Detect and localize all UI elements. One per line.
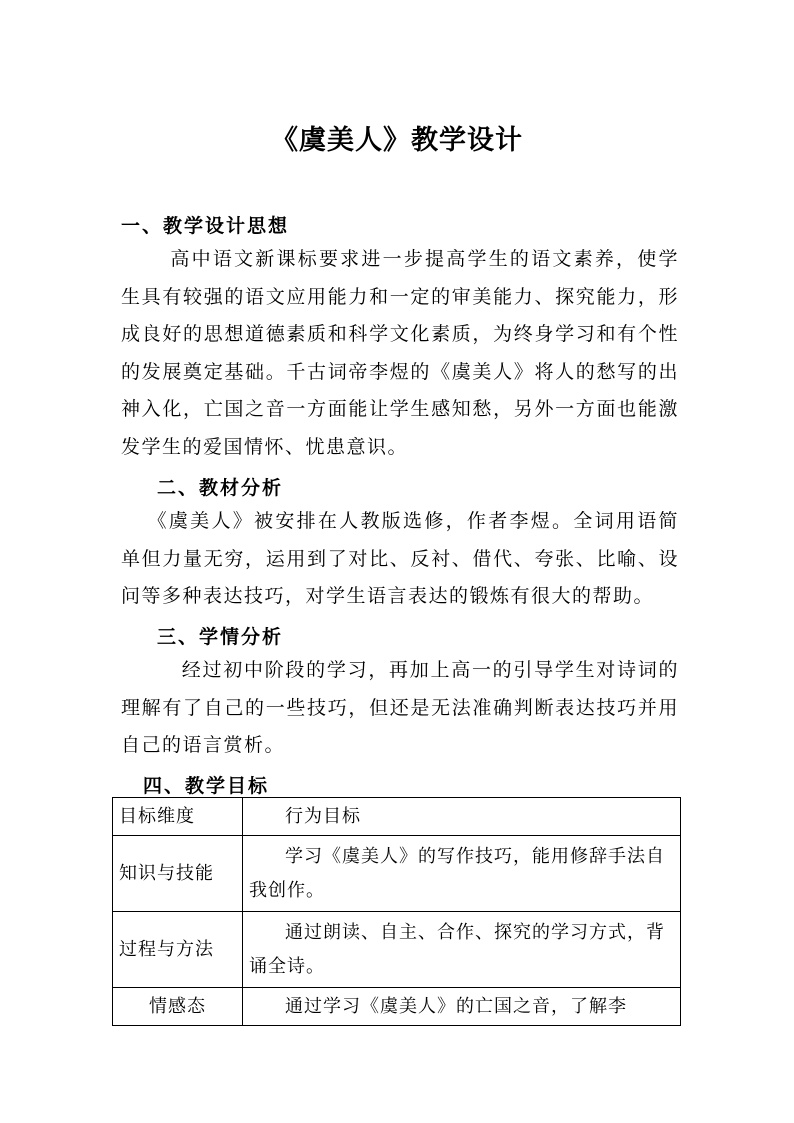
section-heading-design-idea: 一、教学设计思想	[121, 215, 290, 237]
table-cell-target: 学习《虞美人》的写作技巧，能用修辞手法自我创作。	[243, 836, 681, 912]
table-row	[113, 988, 681, 1026]
section-heading-learner-analysis: 三、学情分析	[157, 626, 284, 648]
section-heading-material-analysis: 二、教材分析	[157, 477, 284, 499]
table-row	[113, 912, 681, 988]
table-row	[113, 836, 681, 912]
table-cell-dimension: 过程与方法	[113, 912, 243, 988]
table-header-dimension: 目标维度	[113, 798, 243, 836]
table-header-target: 行为目标	[243, 798, 681, 836]
section-heading-teaching-goals: 四、教学目标	[143, 775, 270, 797]
table-cell-dimension: 知识与技能	[113, 836, 243, 912]
table-cell-target: 通过朗读、自主、合作、探究的学习方式，背诵全诗。	[243, 912, 681, 988]
section-text-material-analysis: 《虞美人》被安排在人教版选修，作者李煜。全词用语简单但力量无穷，运用到了对比、反衬、借代、夸张、比喻、设问等多种表达技巧，对学生语言表达的锻炼有很大的帮助。	[121, 510, 679, 607]
section-text-design-idea: 高中语文新课标要求进一步提高学生的语文素养，使学生具有较强的语文应用能力和一定的审美能力、探究能力，形成良好的思想道德素质和科学文化素质，为终身学习和有个性的发展奠定基础。千古词帝李煜的《虞美人》将人的愁写的出神入化，亡国之音一方面能让学生感知愁，另外一方面也能激发学生的爱国情怀、忧患意识。	[121, 248, 679, 458]
teaching-goals-table	[112, 797, 681, 1026]
table-cell-target: 通过学习《虞美人》的亡国之音，了解李	[243, 988, 681, 1026]
section-text-learner-analysis: 经过初中阶段的学习，再加上高一的引导学生对诗词的理解有了自己的一些技巧，但还是无法准确判断表达技巧并用自己的语言赏析。	[121, 659, 679, 756]
document-title: 《虞美人》教学设计	[271, 125, 523, 156]
table-header-row	[113, 798, 681, 836]
table-cell-dimension: 情感态	[113, 988, 243, 1026]
